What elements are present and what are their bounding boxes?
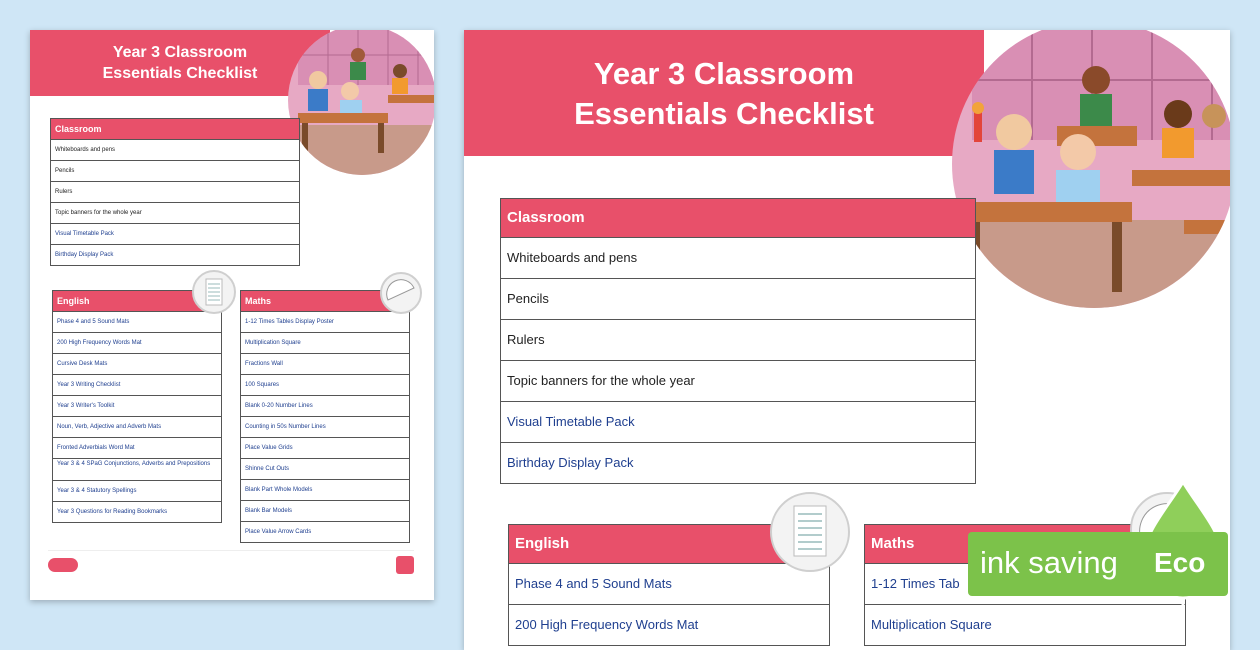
checklist-link[interactable]: Visual Timetable Pack [501, 402, 975, 443]
checklist-link[interactable]: 1-12 Times Tables Display Poster [241, 312, 409, 333]
checklist-link[interactable]: Year 3 Writing Checklist [53, 375, 221, 396]
checklist-link[interactable]: Visual Timetable Pack [51, 224, 299, 245]
word-mat-icon [770, 492, 850, 572]
checklist-item: Rulers [51, 182, 299, 203]
english-header: English [509, 525, 829, 564]
checklist-item: Whiteboards and pens [51, 140, 299, 161]
checklist-link[interactable]: Year 3 & 4 Statutory Spellings [53, 481, 221, 502]
checklist-link[interactable]: 200 High Frequency Words Mat [515, 617, 699, 632]
word-mat-thumbnail-icon [192, 270, 236, 314]
checklist-link[interactable]: 1-12 Times Tab [865, 564, 1185, 605]
checklist-link[interactable]: Noun, Verb, Adjective and Adverb Mats [53, 417, 221, 438]
maths-checklist-small [240, 290, 410, 543]
checklist-link[interactable]: Cursive Desk Mats [53, 354, 221, 375]
english-checklist-small [52, 290, 222, 523]
checklist-link[interactable]: Counting in 50s Number Lines [241, 417, 409, 438]
thumbnail-title-banner [30, 30, 330, 96]
checklist-item: Pencils [51, 161, 299, 182]
checklist-item: Topic banners for the whole year [51, 203, 299, 224]
checklist-link[interactable]: 200 High Frequency Words Mat [53, 333, 221, 354]
checklist-link[interactable]: Blank 0-20 Number Lines [241, 396, 409, 417]
checklist-link[interactable]: Multiplication Square [241, 333, 409, 354]
checklist-item: Whiteboards and pens [501, 238, 975, 279]
page-title-banner [464, 30, 984, 156]
english-header: English [53, 291, 221, 312]
checklist-link[interactable]: Year 3 Writer's Toolkit [53, 396, 221, 417]
ink-saving-label: ink saving [980, 545, 1118, 580]
checklist-link[interactable]: Birthday Display Pack [507, 455, 634, 470]
page-title-line1: Year 3 Classroom [593, 56, 855, 91]
checklist-item: Rulers [501, 320, 975, 361]
footer-logo-icon [48, 558, 78, 572]
classroom-illustration [288, 30, 434, 175]
thumbnail-title-line2: Essentials Checklist [102, 65, 258, 82]
checklist-link[interactable]: Blank Part Whole Models [241, 480, 409, 501]
checklist-link[interactable]: Multiplication Square [871, 617, 992, 632]
checklist-link[interactable]: Place Value Grids [241, 438, 409, 459]
checklist-link[interactable]: Phase 4 and 5 Sound Mats [509, 564, 829, 605]
checklist-item: Pencils [501, 279, 975, 320]
checklist-link[interactable]: Year 3 & 4 SPaG Conjunctions, Adverbs and Prepositions [53, 459, 221, 481]
checklist-link[interactable]: Fractions Wall [241, 354, 409, 375]
checklist-link[interactable]: Year 3 Questions for Reading Bookmarks [57, 509, 168, 515]
classroom-checklist [500, 198, 976, 484]
footer-divider [48, 550, 414, 551]
thumbnail-title-line1: Year 3 Classroom [112, 44, 248, 61]
classroom-header: Classroom [501, 199, 975, 238]
protractor-thumbnail-icon [380, 272, 422, 314]
checklist-link[interactable]: Fronted Adverbials Word Mat [53, 438, 221, 459]
thumbnail-page[interactable] [30, 30, 434, 600]
checklist-link[interactable]: Phase 4 and 5 Sound Mats [53, 312, 221, 333]
maths-header: Maths [241, 291, 409, 312]
classroom-illustration-large [952, 30, 1230, 308]
maths-header: Maths [865, 525, 1185, 564]
footer-brand-mark-icon [396, 556, 414, 574]
checklist-link[interactable]: Place Value Arrow Cards [245, 529, 312, 535]
checklist-link[interactable]: Blank Bar Models [241, 501, 409, 522]
checklist-link[interactable]: 100 Squares [241, 375, 409, 396]
classroom-header: Classroom [51, 119, 299, 140]
checklist-item: Topic banners for the whole year [501, 361, 975, 402]
checklist-link[interactable]: Shinne Cut Outs [241, 459, 409, 480]
page-title-line2: Essentials Checklist [574, 96, 874, 131]
ink-saving-badge [968, 532, 1228, 596]
checklist-link[interactable]: Birthday Display Pack [55, 252, 114, 258]
eco-tag: Eco [1154, 547, 1206, 578]
classroom-checklist-small [50, 118, 300, 266]
